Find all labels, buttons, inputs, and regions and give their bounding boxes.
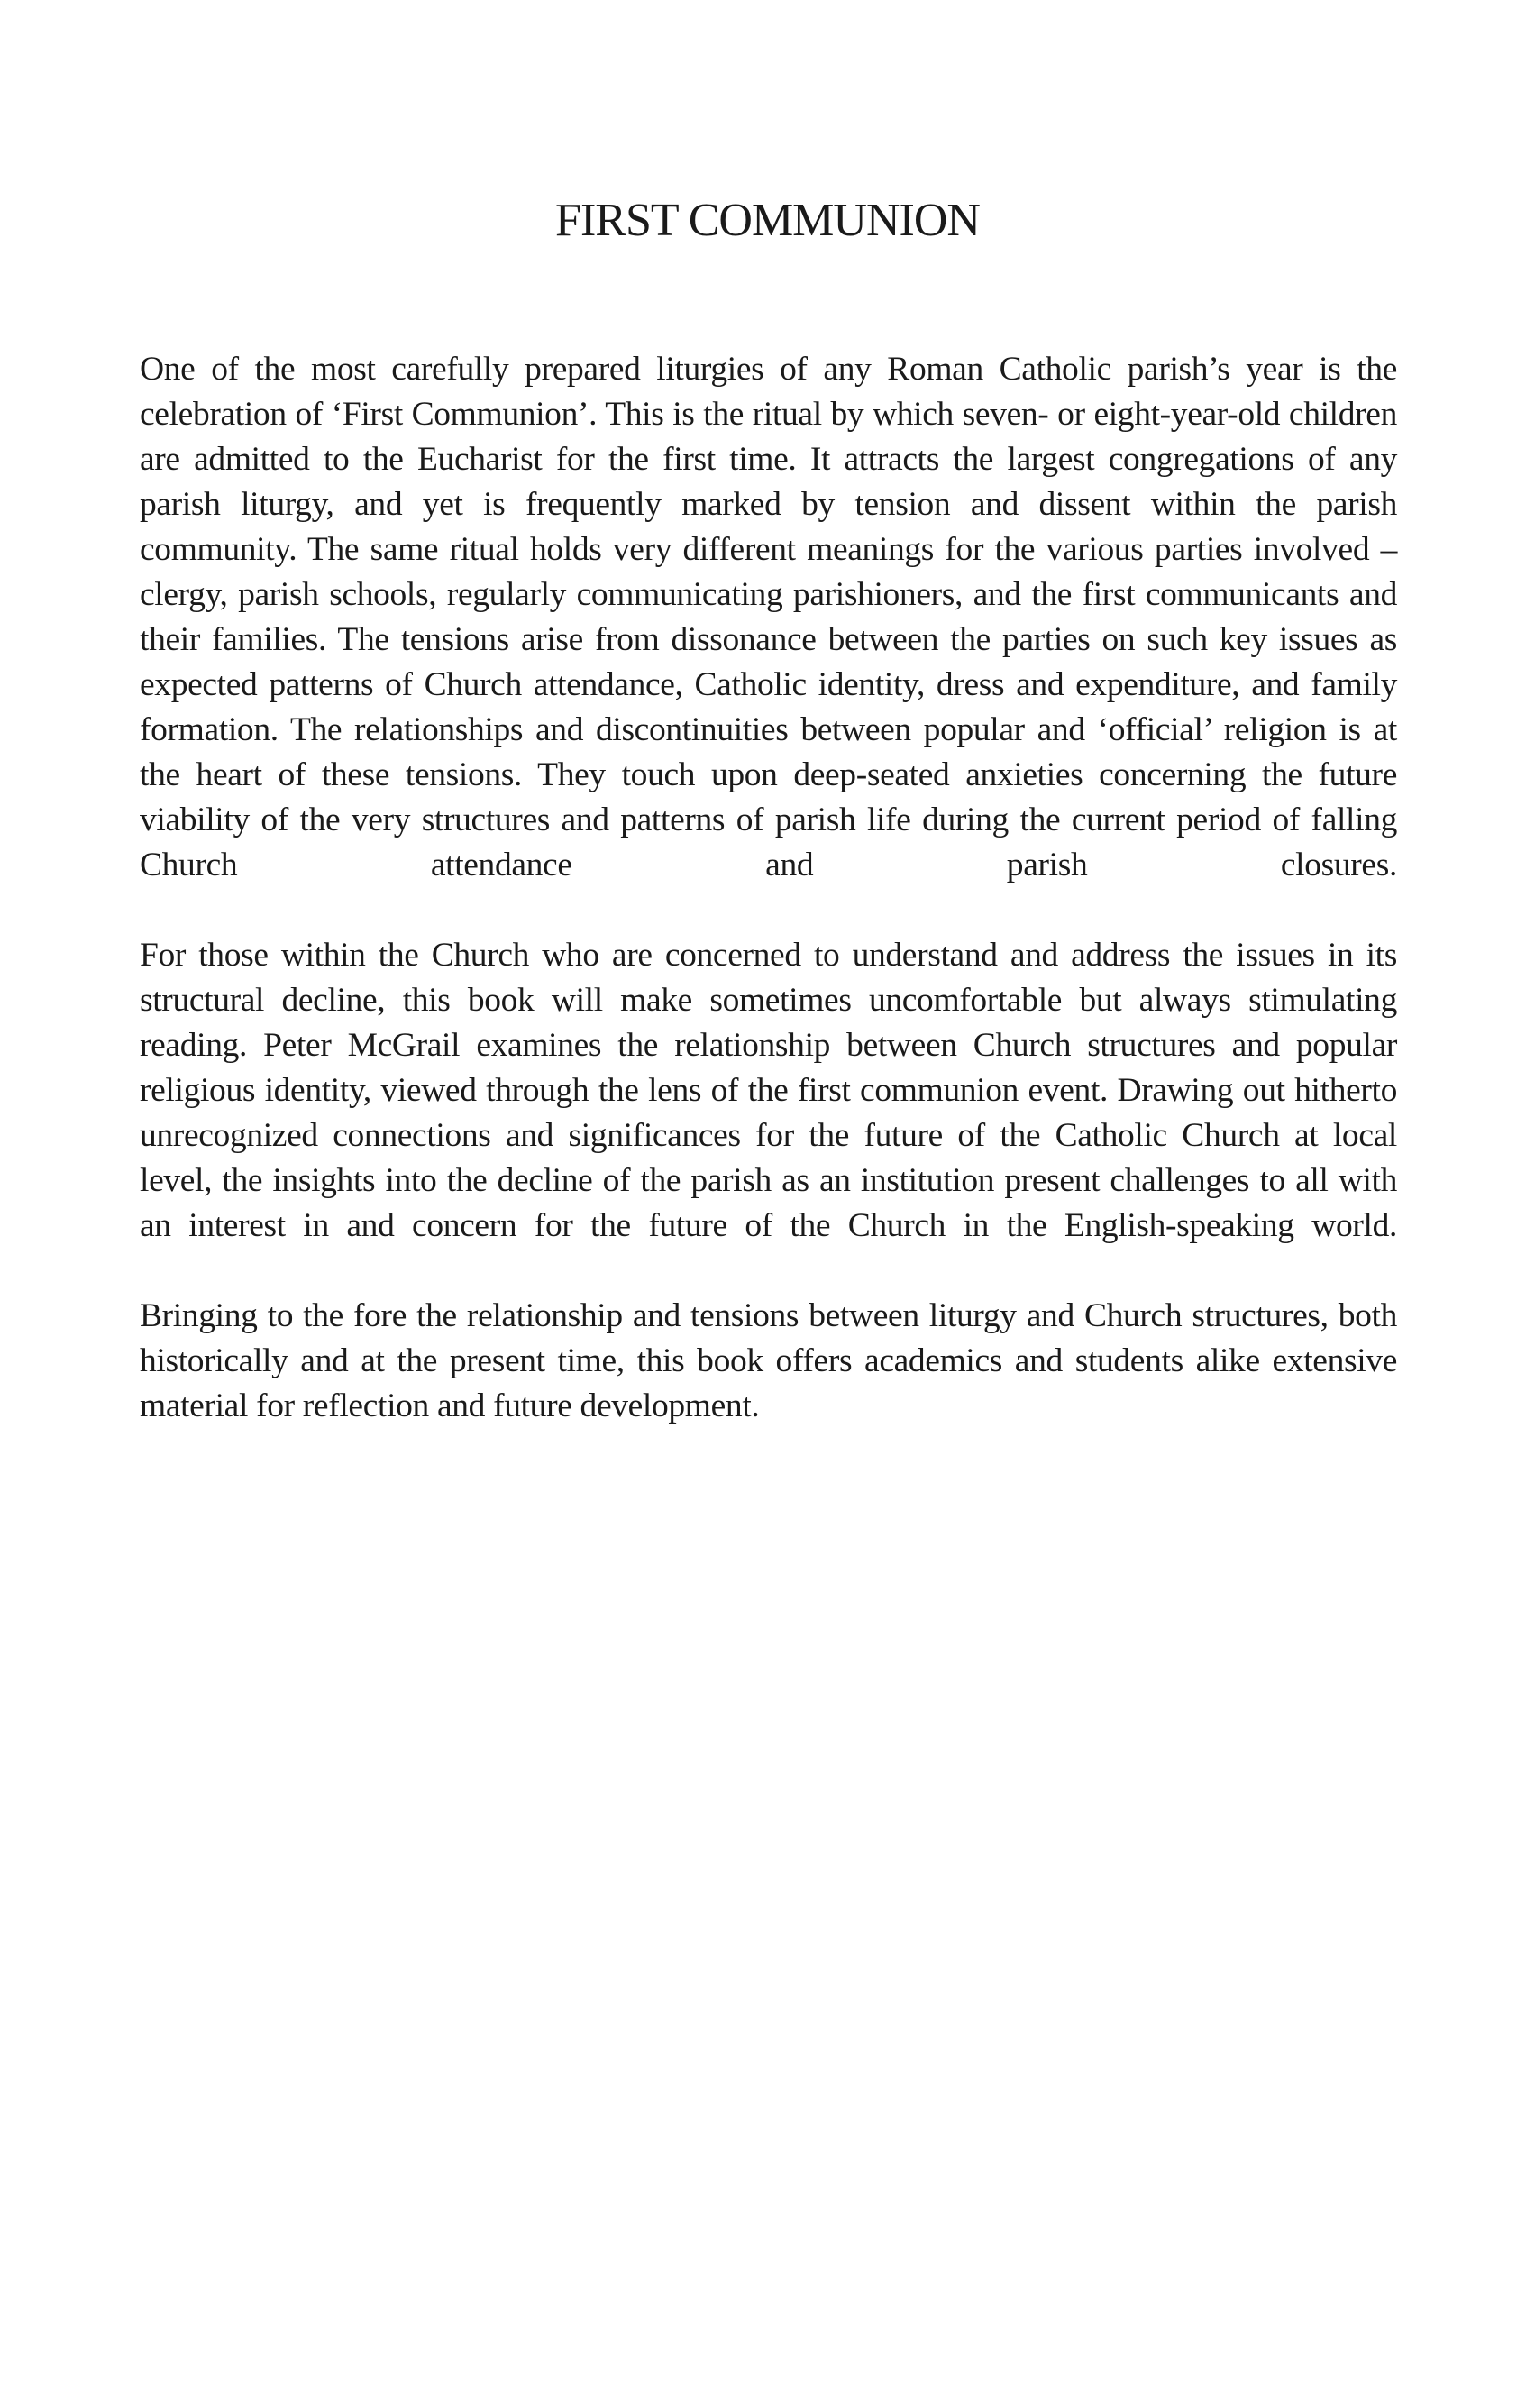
- body-text: [140, 347, 1397, 1474]
- paragraph-2: For those within the Church who are concerned to understand and address the issues in its structural decline, this book will make sometimes uncomfortable but always stimulating reading. Peter McGrail examines the relationship between Church structures and popular religious identity, viewed through the lens of the first communion event. Drawing out hitherto unrecognized connections and significances for the future of the Catholic Church at local level, the insights into the decline of the parish as an institution present challenges to all with an interest in and concern for the future of the Church in the English-speaking world.: [140, 937, 1397, 1244]
- paragraph-3: Bringing to the fore the relationship and tensions between liturgy and Church structures, both historically and at the present time, this book offers academics and students alike extensive material for reflection and future development.: [140, 1297, 1397, 1424]
- paragraph-1: One of the most carefully prepared liturgies of any Roman Catholic parish’s year is the celebration of ‘First Communion’. This is the ritual by which seven- or eight-year-old children are admitted to the Eucharist for the first time. It attracts the largest congregations of any parish liturgy, and yet is frequently marked by tension and dissent within the parish community. The same ritual holds very different meanings for the various parties involved – clergy, parish schools, regularly communicating parishioners, and the first communicants and their families. The tensions arise from dissonance between the parties on such key issues as expected patterns of Church attendance, Catholic identity, dress and expenditure, and family formation. The relationships and discontinuities between popular and ‘official’ religion is at the heart of these tensions. They touch upon deep-seated anxieties concerning the future viability of the very structures and patterns of parish life during the current period of falling Church attendance and parish closures.: [140, 351, 1397, 884]
- page-title: FIRST COMMUNION: [555, 195, 980, 246]
